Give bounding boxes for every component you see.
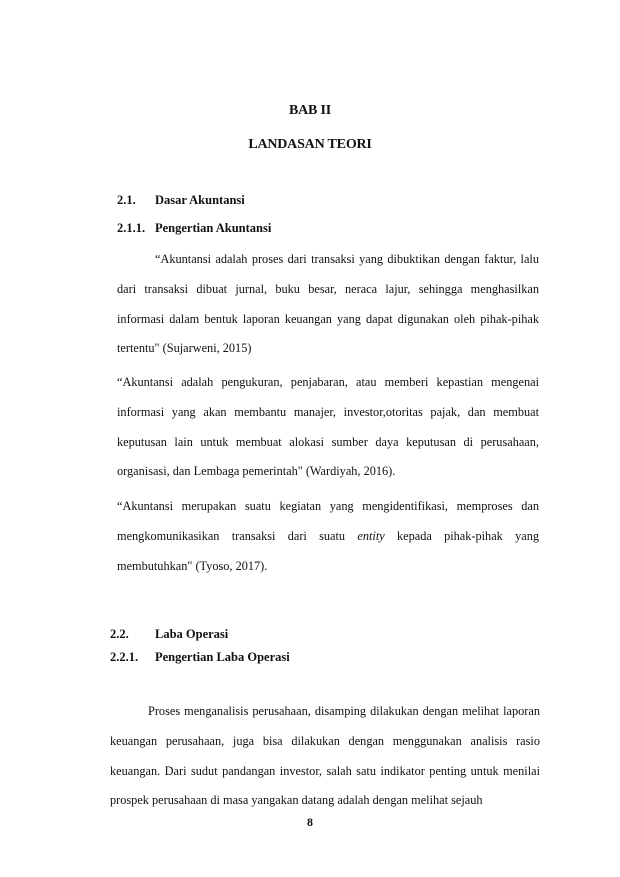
section-2-2-1: [110, 650, 290, 665]
paragraph-text: “Akuntansi merupakan suatu kegiatan yang mengidentifikasi, memproses dan mengkomunikasikan transaksi dari suatu: [117, 499, 539, 543]
section-title: Pengertian Laba Operasi: [155, 650, 290, 664]
section-2-2: [110, 627, 228, 642]
section-number: 2.1.: [117, 193, 136, 207]
section-number: 2.2.1.: [110, 650, 139, 664]
page-number: 8: [307, 815, 313, 829]
section-title: Pengertian Akuntansi: [155, 221, 272, 235]
paragraph-text: kepada pihak-pihak yang membutuhkan" (Tyoso, 2017).: [117, 528, 539, 573]
chapter-label: BAB II: [289, 103, 331, 118]
section-title: Laba Operasi: [155, 627, 229, 641]
section-number: 2.2.: [110, 627, 129, 641]
section-title: Dasar Akuntansi: [155, 193, 245, 207]
paragraph-akuntansi-1: “Akuntansi adalah proses dari transaksi yang dibuktikan dengan faktur, lalu dari transaksi dibuat jurnal, buku besar, neraca lajur, sehingga menghasilkan informasi dalam bentuk laporan keuangan yang dapat digunakan oleh pihak-pihak tertentu" (Sujarweni, 2015): [117, 252, 539, 356]
section-2-1: [117, 193, 245, 208]
chapter-title: LANDASAN TEORI: [248, 137, 372, 152]
section-number: 2.1.1.: [117, 221, 146, 235]
paragraph-akuntansi-2: “Akuntansi adalah pengukuran, penjabaran, atau memberi kepastian mengenai informasi yang akan membantu manajer, investor,otoritas pajak, dan membuat keputusan lain untuk membuat alokasi sumber daya keputusan di perusahaan, organisasi, dan Lembaga pemerintah" (Wardiyah, 2016).: [117, 375, 539, 479]
paragraph-laba-operasi: Proses menganalisis perusahaan, disamping dilakukan dengan melihat laporan keuangan perusahaan, juga bisa dilakukan dengan menggunakan analisis rasio keuangan. Dari sudut pandangan investor, salah satu indikator penting untuk menilai prospek perusahaan di masa yangakan datang adalah dengan melihat sejauh: [110, 704, 540, 808]
paragraph-akuntansi-3: [117, 492, 539, 581]
paragraph-italic-term: entity: [357, 528, 385, 543]
section-2-1-1: [117, 221, 271, 236]
